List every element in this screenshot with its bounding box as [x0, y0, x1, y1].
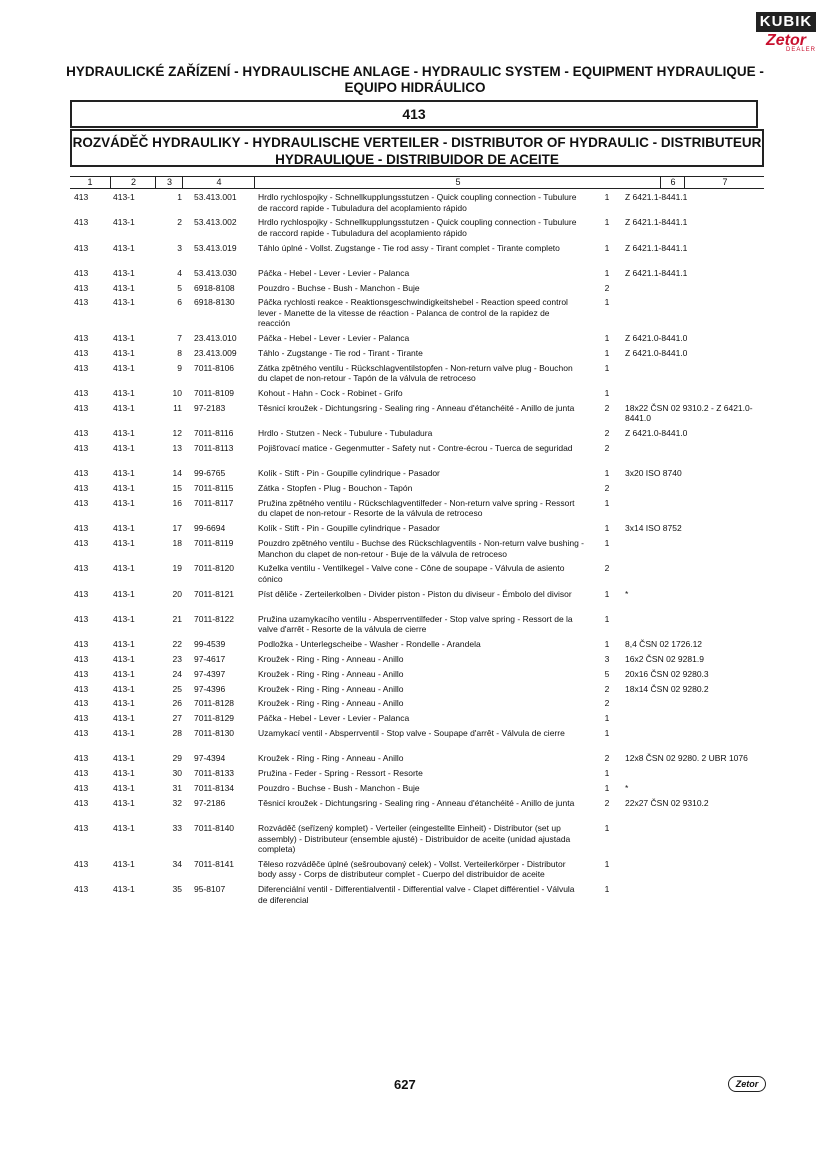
cell-c5: Podložka - Unterlegscheibe - Washer - Rondelle - Arandela [258, 639, 481, 650]
cell-c2: 413-1 [113, 468, 135, 479]
table-row [0, 363, 826, 388]
cell-c1: 413 [74, 538, 89, 549]
cell-c6: 1 [604, 884, 610, 895]
cell-c5: Kroužek - Ring - Ring - Anneau - Anillo [258, 698, 404, 709]
cell-c3: 28 [172, 728, 182, 739]
cell-c4: 7011-8140 [194, 823, 235, 833]
cell-c2: 413-1 [113, 348, 135, 359]
cell-c3: 20 [172, 588, 182, 599]
cell-c6: 1 [604, 348, 610, 359]
cell-c1: 413 [74, 362, 89, 373]
cell-c1: 413 [74, 217, 89, 228]
col-header-2: 2 [110, 177, 156, 188]
table-row [0, 333, 826, 348]
subtitle-line2: HYDRAULIQUE - DISTRIBUIDOR DE ACEITE [275, 152, 559, 167]
page-heading [50, 64, 780, 96]
cell-c3: 7 [177, 333, 182, 344]
cell-c4: 7011-8128 [194, 698, 235, 709]
cell-c4: 53.413.002 [194, 217, 237, 228]
cell-c3: 18 [172, 538, 182, 549]
cell-c6: 1 [604, 497, 610, 508]
cell-c7: Z 6421.1-8441.1 [625, 267, 688, 278]
cell-c1: 413 [74, 713, 89, 724]
table-row [0, 283, 826, 298]
cell-c5: Páčka - Hebel - Lever - Levier - Palanca [258, 267, 410, 278]
cell-c2: 413-1 [113, 823, 135, 833]
table-row [0, 428, 826, 443]
cell-c6: 1 [604, 192, 610, 202]
cell-c7: Z 6421.0-8441.0 [625, 428, 688, 439]
cell-c4: 95-8107 [194, 884, 226, 895]
table-row [0, 589, 826, 614]
cell-c7: 18x22 ČSN 02 9310.2 - Z 6421.0-8441.0 [625, 402, 753, 424]
cell-c2: 413-1 [113, 282, 135, 293]
cell-c2: 413-1 [113, 497, 135, 508]
cell-c6: 1 [604, 297, 610, 308]
logo-dealer: DEALER [785, 47, 816, 53]
cell-c5: Kohout - Hahn - Cock - Robinet - Grifo [258, 388, 403, 399]
cell-c6: 1 [604, 267, 610, 278]
cell-c1: 413 [74, 654, 89, 665]
cell-c4: 7011-8113 [194, 443, 234, 454]
cell-c6: 1 [604, 639, 610, 650]
cell-c3: 3 [177, 242, 182, 253]
cell-c1: 413 [74, 858, 89, 869]
cell-c4: 7011-8116 [194, 428, 234, 439]
cell-c2: 413-1 [113, 443, 135, 454]
cell-c4: 97-2186 [194, 797, 226, 808]
cell-c3: 21 [172, 613, 182, 624]
cell-c3: 30 [172, 768, 182, 779]
table-row [0, 268, 826, 283]
logo-brand: KUBIK [756, 12, 816, 32]
cell-c2: 413-1 [113, 683, 135, 694]
cell-c3: 33 [172, 823, 182, 833]
cell-c4: 97-4394 [194, 753, 226, 764]
cell-c5: Pouzdro - Buchse - Bush - Manchon - Buje [258, 282, 420, 293]
cell-c3: 34 [172, 858, 182, 869]
cell-c4: 7011-8130 [194, 728, 235, 739]
cell-c1: 413 [74, 242, 89, 253]
cell-c7: 8,4 ČSN 02 1726.12 [625, 639, 703, 650]
subtitle-line1: ROZVÁDĚČ HYDRAULIKY - HYDRAULISCHE VERTEILER - DISTRIBUTOR OF HYDRAULIC - DISTRIBUTEUR [72, 135, 762, 150]
cell-c6: 1 [604, 782, 610, 793]
cell-c4: 7011-8109 [194, 388, 235, 399]
cell-c3: 32 [172, 797, 182, 808]
cell-c2: 413-1 [113, 192, 135, 202]
cell-c3: 5 [177, 282, 182, 293]
col-header-3: 3 [155, 177, 183, 188]
cell-c2: 413-1 [113, 728, 135, 739]
cell-c7: 20x16 ČSN 02 9280.3 [625, 668, 709, 679]
cell-c4: 97-4397 [194, 668, 226, 679]
cell-c1: 413 [74, 782, 89, 793]
cell-c6: 5 [604, 668, 610, 679]
table-row [0, 654, 826, 669]
cell-c1: 413 [74, 297, 89, 308]
cell-c6: 1 [604, 823, 610, 833]
table-row [0, 217, 826, 242]
cell-c5: Pružina - Feder - Spring - Ressort - Resorte [258, 768, 423, 779]
cell-c1: 413 [74, 668, 89, 679]
cell-c5: Hrdlo rychlospojky - Schnellkupplungsstutzen - Quick coupling connection - Tubulure de raccord rapide - Tubuladura del acoplamiento rápido [258, 192, 577, 213]
cell-c2: 413-1 [113, 362, 135, 373]
cell-c4: 97-4617 [194, 654, 226, 665]
cell-c6: 2 [604, 753, 610, 764]
cell-c5: Zátka - Stopfen - Plug - Bouchon - Tapón [258, 483, 413, 494]
table-row [0, 669, 826, 684]
cell-c5: Pružina zpětného ventilu - Rückschlagventilfeder - Non-return valve spring - Ressort du clapet de non-retour - Resorte de la válvula de retroceso [258, 497, 575, 519]
cell-c4: 99-4539 [194, 639, 226, 650]
table-row [0, 859, 826, 884]
table-row [0, 563, 826, 588]
cell-c1: 413 [74, 683, 89, 694]
cell-c6: 2 [604, 698, 610, 709]
cell-c1: 413 [74, 497, 89, 508]
cell-c1: 413 [74, 768, 89, 779]
cell-c3: 8 [177, 348, 182, 359]
cell-c5: Páčka - Hebel - Lever - Levier - Palanca [258, 333, 410, 344]
cell-c2: 413-1 [113, 782, 135, 793]
cell-c3: 12 [172, 428, 182, 439]
cell-c5: Páčka rychlosti reakce - Reaktionsgeschwindigkeitshebel - Reaction speed control lever - Manette de la vitesse de réaction - Palanca de control de la rapidez de reacción [258, 297, 568, 329]
table-row [0, 523, 826, 538]
cell-c3: 14 [172, 468, 182, 479]
table-row [0, 798, 826, 823]
table-row [0, 823, 826, 859]
cell-c6: 1 [604, 388, 610, 399]
cell-c4: 6918-8130 [194, 297, 235, 308]
cell-c5: Pojišťovací matice - Gegenmutter - Safety nut - Contre-écrou - Tuerca de seguridad [258, 443, 573, 454]
table-row [0, 639, 826, 654]
cell-c6: 2 [604, 683, 610, 694]
cell-c5: Pouzdro zpětného ventilu - Buchse des Rückschlagventils - Non-return valve bushing - Manchon du clapet de non-retour - Buje de la válvula de retroceso [258, 538, 585, 559]
table-row [0, 468, 826, 483]
cell-c4: 23.413.009 [194, 348, 237, 359]
cell-c3: 11 [173, 402, 182, 413]
cell-c7: Z 6421.0-8441.0 [625, 348, 688, 359]
cell-c4: 53.413.030 [194, 267, 237, 278]
cell-c6: 2 [604, 443, 610, 454]
table-row [0, 443, 826, 468]
cell-c5: Hrdlo rychlospojky - Schnellkupplungsstutzen - Quick coupling connection - Tubulure de raccord rapide - Tubuladura del acoplamiento rápido [258, 217, 577, 238]
logo-zetor: Zetor [766, 32, 806, 49]
cell-c2: 413-1 [113, 333, 135, 344]
cell-c3: 16 [172, 497, 182, 508]
cell-c3: 35 [172, 884, 182, 895]
table-row [0, 753, 826, 768]
cell-c1: 413 [74, 443, 89, 454]
cell-c6: 1 [604, 588, 610, 599]
cell-c2: 413-1 [113, 538, 135, 549]
cell-c6: 1 [604, 333, 610, 344]
cell-c7: 3x20 ISO 8740 [625, 468, 682, 479]
cell-c2: 413-1 [113, 388, 135, 399]
cell-c7: Z 6421.1-8441.1 [625, 217, 688, 228]
cell-c4: 7011-8121 [194, 588, 235, 599]
cell-c3: 29 [172, 753, 182, 764]
cell-c7: 12x8 ČSN 02 9280. 2 UBR 1076 [625, 753, 748, 764]
cell-c4: 7011-8133 [194, 768, 235, 779]
cell-c7: * [625, 588, 629, 599]
cell-c6: 2 [604, 428, 610, 439]
cell-c5: Hrdlo - Stutzen - Neck - Tubulure - Tubuladura [258, 428, 433, 439]
cell-c4: 99-6765 [194, 468, 226, 479]
table-row [0, 713, 826, 728]
cell-c1: 413 [74, 639, 89, 650]
table-row [0, 538, 826, 563]
cell-c1: 413 [74, 753, 89, 764]
group-number-box: 413 [70, 100, 758, 128]
cell-c2: 413-1 [113, 217, 135, 228]
cell-c4: 99-6694 [194, 523, 226, 534]
cell-c6: 1 [604, 728, 610, 739]
cell-c5: Kolík - Stift - Pin - Goupille cylindrique - Pasador [258, 523, 440, 534]
cell-c2: 413-1 [113, 713, 135, 724]
cell-c7: Z 6421.1-8441.1 [625, 242, 688, 253]
cell-c4: 7011-8122 [194, 613, 235, 624]
cell-c5: Kroužek - Ring - Ring - Anneau - Anillo [258, 668, 404, 679]
cell-c6: 2 [604, 282, 610, 293]
cell-c4: 7011-8117 [194, 497, 234, 508]
cell-c5: Zátka zpětného ventilu - Rückschlagventilstopfen - Non-return valve plug - Bouchon du clapet de non-retour - Tapón de la válvula de retroceso [258, 362, 573, 384]
cell-c1: 413 [74, 388, 89, 399]
table-row [0, 698, 826, 713]
table-row [0, 348, 826, 363]
parts-table [0, 192, 826, 909]
cell-c1: 413 [74, 483, 89, 494]
table-row [0, 498, 826, 523]
cell-c5: Těsnicí kroužek - Dichtungsring - Sealing ring - Anneau d'étanchéité - Anillo de junta [258, 797, 575, 808]
cell-c2: 413-1 [113, 297, 135, 308]
cell-c2: 413-1 [113, 884, 135, 895]
cell-c5: Pouzdro - Buchse - Bush - Manchon - Buje [258, 782, 420, 793]
cell-c7: 18x14 ČSN 02 9280.2 [625, 683, 709, 694]
cell-c1: 413 [74, 348, 89, 359]
table-row [0, 684, 826, 699]
cell-c1: 413 [74, 728, 89, 739]
cell-c4: 7011-8141 [194, 858, 235, 869]
zetor-footer-logo: Zetor [728, 1076, 766, 1092]
cell-c1: 413 [74, 428, 89, 439]
cell-c7: Z 6421.1-8441.1 [625, 192, 688, 202]
cell-c6: 1 [604, 217, 610, 228]
cell-c3: 17 [172, 523, 182, 534]
cell-c4: 6918-8108 [194, 282, 235, 293]
cell-c3: 4 [177, 267, 182, 278]
cell-c2: 413-1 [113, 753, 135, 764]
cell-c3: 22 [172, 639, 182, 650]
cell-c2: 413-1 [113, 613, 135, 624]
cell-c2: 413-1 [113, 654, 135, 665]
cell-c7: 3x14 ISO 8752 [625, 523, 682, 534]
col-header-4: 4 [182, 177, 255, 188]
cell-c4: 7011-8134 [194, 782, 235, 793]
cell-c4: 7011-8106 [194, 362, 235, 373]
cell-c2: 413-1 [113, 428, 135, 439]
cell-c6: 2 [604, 797, 610, 808]
table-row [0, 614, 826, 639]
cell-c1: 413 [74, 613, 89, 624]
cell-c5: Táhlo - Zugstange - Tie rod - Tirant - Tirante [258, 348, 423, 359]
cell-c7: 22x27 ČSN 02 9310.2 [625, 797, 709, 808]
cell-c2: 413-1 [113, 523, 135, 534]
cell-c1: 413 [74, 468, 89, 479]
cell-c7: Z 6421.0-8441.0 [625, 333, 688, 344]
cell-c6: 1 [604, 523, 610, 534]
cell-c3: 2 [177, 217, 182, 228]
table-row [0, 388, 826, 403]
cell-c7: 16x2 ČSN 02 9281.9 [625, 654, 704, 665]
cell-c7: * [625, 782, 629, 793]
table-row [0, 884, 826, 909]
cell-c5: Páčka - Hebel - Lever - Levier - Palanca [258, 713, 410, 724]
cell-c2: 413-1 [113, 797, 135, 808]
cell-c6: 3 [604, 654, 610, 665]
cell-c6: 2 [604, 563, 610, 574]
cell-c5: Pružina uzamykacího ventilu - Absperrventilfeder - Stop valve spring - Ressort de la valve d'arrêt - Resorte de la válvula de cierre [258, 613, 573, 635]
cell-c5: Píst děliče - Zerteilerkolben - Divider piston - Piston du diviseur - Émbolo del divisor [258, 588, 572, 599]
cell-c5: Táhlo úplné - Vollst. Zugstange - Tie rod assy - Tirant complet - Tirante completo [258, 242, 560, 253]
table-row [0, 728, 826, 753]
heading-line2: EQUIPO HIDRÁULICO [344, 80, 486, 95]
cell-c2: 413-1 [113, 768, 135, 779]
cell-c1: 413 [74, 588, 89, 599]
cell-c3: 24 [172, 668, 182, 679]
cell-c5: Diferenciální ventil - Differentialventil - Differential valve - Clapet différentiel - Válvula de diferencial [258, 884, 575, 905]
cell-c4: 7011-8129 [194, 713, 235, 724]
cell-c6: 1 [604, 242, 610, 253]
cell-c2: 413-1 [113, 858, 135, 869]
cell-c1: 413 [74, 333, 89, 344]
cell-c5: Uzamykací ventil - Absperrventil - Stop valve - Soupape d'arrêt - Válvula de cierre [258, 728, 565, 739]
cell-c4: 7011-8120 [194, 563, 235, 574]
cell-c2: 413-1 [113, 242, 135, 253]
cell-c3: 10 [172, 388, 182, 399]
col-header-1: 1 [87, 177, 93, 187]
cell-c3: 6 [177, 297, 182, 308]
cell-c1: 413 [74, 698, 89, 709]
cell-c1: 413 [74, 884, 89, 895]
cell-c2: 413-1 [113, 698, 135, 709]
cell-c2: 413-1 [113, 588, 135, 599]
cell-c6: 1 [604, 613, 610, 624]
cell-c6: 1 [604, 713, 610, 724]
cell-c5: Těsnicí kroužek - Dichtungsring - Sealing ring - Anneau d'étanchéité - Anillo de junta [258, 402, 575, 413]
cell-c3: 31 [172, 782, 182, 793]
cell-c1: 413 [74, 192, 89, 202]
cell-c3: 19 [172, 563, 182, 574]
cell-c4: 53.413.001 [194, 192, 237, 202]
table-row [0, 768, 826, 783]
cell-c5: Kroužek - Ring - Ring - Anneau - Anillo [258, 654, 404, 665]
cell-c2: 413-1 [113, 639, 135, 650]
cell-c3: 26 [172, 698, 182, 709]
column-header [70, 176, 764, 189]
cell-c3: 1 [177, 192, 182, 202]
cell-c3: 25 [172, 683, 182, 694]
cell-c2: 413-1 [113, 483, 135, 494]
cell-c6: 2 [604, 483, 610, 494]
cell-c5: Kolík - Stift - Pin - Goupille cylindrique - Pasador [258, 468, 440, 479]
cell-c1: 413 [74, 797, 89, 808]
table-row [0, 297, 826, 333]
page-number: 627 [394, 1077, 416, 1092]
cell-c6: 1 [604, 362, 610, 373]
cell-c2: 413-1 [113, 563, 135, 574]
cell-c3: 9 [177, 362, 182, 373]
cell-c1: 413 [74, 282, 89, 293]
heading-line1: HYDRAULICKÉ ZAŘÍZENÍ - HYDRAULISCHE ANLAGE - HYDRAULIC SYSTEM - EQUIPMENT HYDRAULIQUE - [66, 64, 764, 79]
col-header-7: 7 [684, 177, 765, 188]
cell-c5: Kuželka ventilu - Ventilkegel - Valve cone - Cône de soupape - Válvula de asiento cónico [258, 563, 565, 584]
cell-c5: Kroužek - Ring - Ring - Anneau - Anillo [258, 753, 404, 764]
cell-c1: 413 [74, 523, 89, 534]
cell-c3: 23 [172, 654, 182, 665]
cell-c3: 13 [172, 443, 182, 454]
cell-c4: 53.413.019 [194, 242, 237, 253]
col-header-6: 6 [660, 177, 685, 188]
cell-c6: 1 [604, 768, 610, 779]
cell-c1: 413 [74, 823, 89, 833]
table-row [0, 403, 826, 428]
cell-c6: 1 [604, 468, 610, 479]
table-row [0, 192, 826, 217]
col-header-5: 5 [254, 177, 661, 188]
cell-c2: 413-1 [113, 402, 135, 413]
cell-c6: 2 [604, 402, 610, 413]
cell-c2: 413-1 [113, 668, 135, 679]
cell-c4: 97-2183 [194, 402, 226, 413]
cell-c1: 413 [74, 402, 89, 413]
cell-c3: 15 [172, 483, 182, 494]
cell-c3: 27 [172, 713, 182, 724]
table-row [0, 783, 826, 798]
table-row [0, 243, 826, 268]
kubik-zetor-logo [756, 12, 816, 53]
cell-c6: 1 [604, 858, 610, 869]
cell-c1: 413 [74, 563, 89, 574]
cell-c2: 413-1 [113, 267, 135, 278]
section-subtitle [70, 129, 764, 167]
cell-c1: 413 [74, 267, 89, 278]
cell-c4: 7011-8115 [194, 483, 234, 494]
cell-c5: Rozváděč (seřízený komplet) - Verteiler (eingestellte Einheit) - Distributor (set up assembly) - Distributeur (ensemble ajusté) - Distribuidor de aceite (unidad ajustada completa) [258, 823, 571, 854]
cell-c5: Kroužek - Ring - Ring - Anneau - Anillo [258, 683, 404, 694]
cell-c6: 1 [604, 538, 610, 549]
cell-c4: 23.413.010 [194, 333, 237, 344]
table-row [0, 483, 826, 498]
cell-c5: Těleso rozváděče úplné (sešroubovaný celek) - Vollst. Verteilerkörper - Distributor body assy - Corps de distributeur complet - Cuerpo del distribuidor de aceite [258, 858, 566, 880]
cell-c4: 7011-8119 [194, 538, 234, 549]
cell-c4: 97-4396 [194, 683, 226, 694]
